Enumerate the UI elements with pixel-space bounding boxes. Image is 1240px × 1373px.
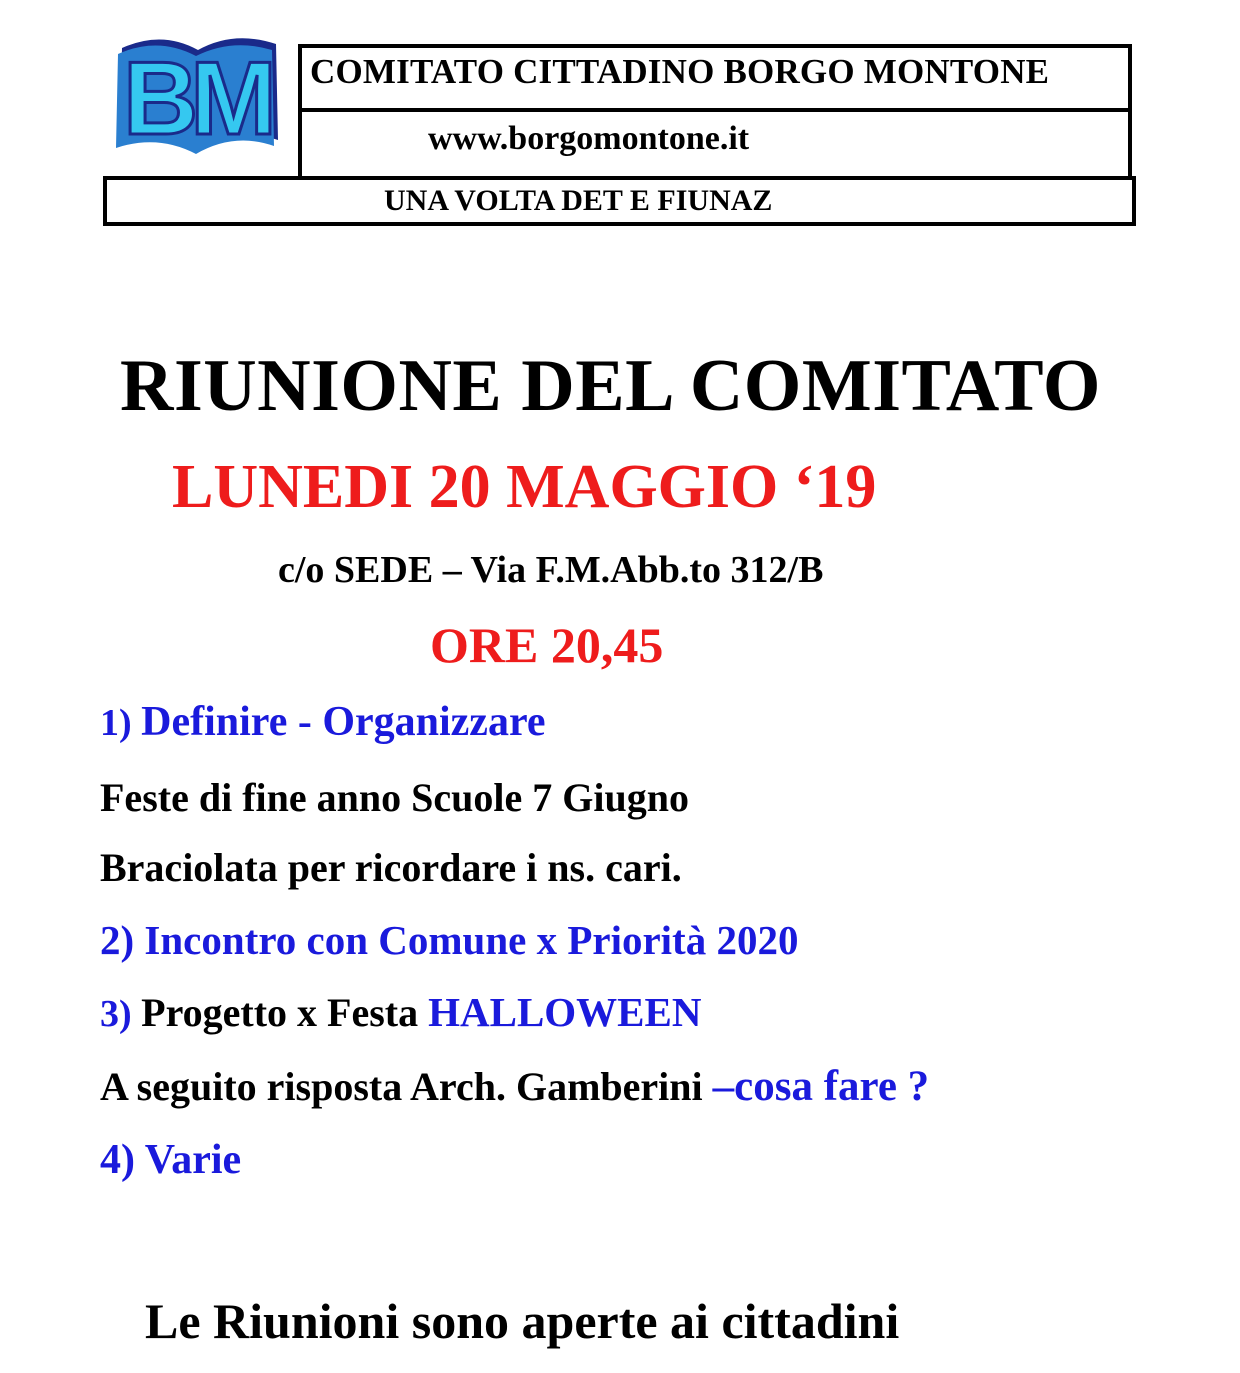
agenda-item-3-note-text: A seguito risposta Arch. Gamberini [100, 1064, 713, 1109]
agenda-item-4: 4) Varie [100, 1137, 242, 1183]
page-title: RIUNIONE DEL COMITATO [120, 345, 1101, 427]
agenda-item-1-number: 1) [100, 702, 142, 744]
agenda-item-1 [100, 698, 545, 746]
agenda-item-3-note-highlight: –cosa fare ? [712, 1063, 930, 1110]
agenda-item-1-line-1: Feste di fine anno Scuole 7 Giugno [100, 775, 689, 820]
svg-text:BM: BM [123, 41, 269, 157]
motto: UNA VOLTA DET E FIUNAZ [384, 184, 773, 217]
bm-logo [112, 30, 284, 158]
agenda-item-3 [100, 988, 701, 1037]
agenda-item-1-title: Definire - Organizzare [141, 699, 546, 745]
website-link[interactable]: www.borgomontone.it [428, 120, 750, 157]
agenda-item-3-note [100, 1062, 929, 1111]
agenda-item-2: 2) Incontro con Comune x Priorità 2020 [100, 917, 799, 963]
agenda-item-3-text: Progetto x Festa [141, 990, 429, 1035]
meeting-date: LUNEDI 20 MAGGIO ‘19 [172, 453, 877, 521]
agenda-item-3-number: 3) [100, 993, 142, 1035]
closing-note: Le Riunioni sono aperte ai cittadini [145, 1293, 900, 1349]
agenda-item-1-line-2: Braciolata per ricordare i ns. cari. [100, 845, 682, 890]
meeting-place: c/o SEDE – Via F.M.Abb.to 312/B [278, 549, 824, 591]
meeting-time: ORE 20,45 [430, 617, 664, 673]
organization-name: COMITATO CITTADINO BORGO MONTONE [310, 52, 1050, 91]
agenda-item-3-highlight: HALLOWEEN [428, 989, 702, 1035]
